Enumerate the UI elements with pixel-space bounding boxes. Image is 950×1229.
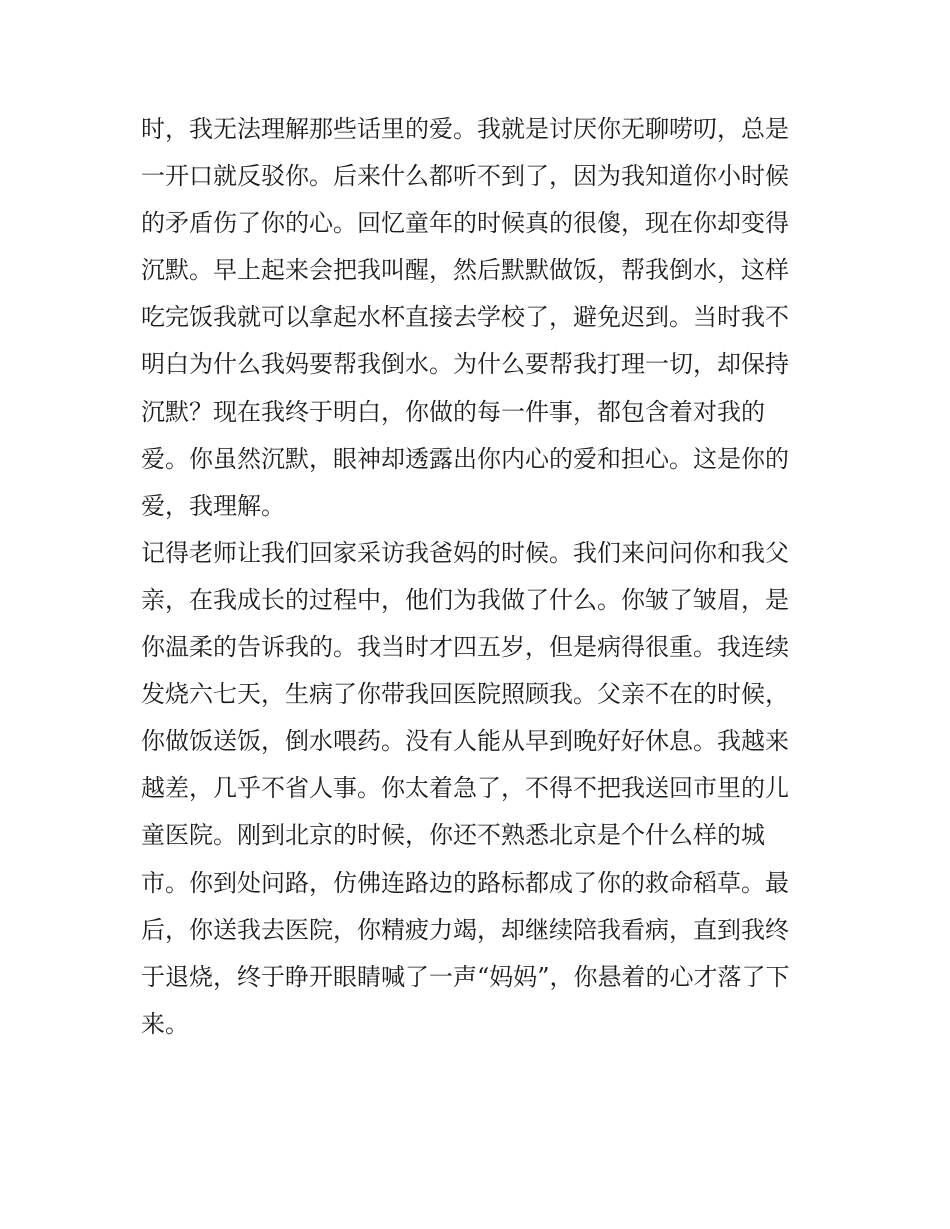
text-line: 记得老师让我们回家采访我爸妈的时候。我们来问问你和我父 — [141, 538, 789, 567]
text-line: 亲，在我成长的过程中，他们为我做了什么。你皱了皱眉，是 — [141, 585, 789, 614]
text-line: 沉默？现在我终于明白，你做的每一件事，都包含着对我的 — [141, 397, 765, 426]
essay-text — [141, 106, 821, 1048]
text-line: 市。你到处问路，仿佛连路边的路标都成了你的救命稻草。最 — [141, 868, 789, 897]
text-line: 时，我无法理解那些话里的爱。我就是讨厌你无聊唠叨，总是 — [141, 115, 789, 143]
text-line: 的矛盾伤了你的心。回忆童年的时候真的很傻，现在你却变得 — [141, 209, 789, 238]
text-line: 发烧六七天，生病了你带我回医院照顾我。父亲不在的时候， — [141, 680, 789, 709]
text-line: 后，你送我去医院，你精疲力竭，却继续陪我看病，直到我终 — [141, 915, 789, 944]
text-line: 明白为什么我妈要帮我倒水。为什么要帮我打理一切，却保持 — [141, 350, 789, 379]
text-line: 吃完饭我就可以拿起水杯直接去学校了，避免迟到。当时我不 — [141, 303, 789, 332]
text-line: 爱，我理解。 — [141, 491, 285, 520]
text-line: 你做饭送饭，倒水喂药。没有人能从早到晚好好休息。我越来 — [141, 727, 789, 756]
text-line: 沉默。早上起来会把我叫醒，然后默默做饭，帮我倒水，这样 — [141, 256, 789, 285]
text-line: 于退烧，终于睁开眼睛喊了一声“妈妈”，你悬着的心才落了下 — [141, 962, 790, 991]
text-line: 你温柔的告诉我的。我当时才四五岁，但是病得很重。我连续 — [141, 633, 789, 662]
text-line: 越差，几乎不省人事。你太着急了，不得不把我送回市里的儿 — [141, 774, 789, 803]
text-line: 爱。你虽然沉默，眼神却透露出你内心的爱和担心。这是你的 — [141, 444, 789, 473]
text-line: 一开口就反驳你。后来什么都听不到了，因为我知道你小时候 — [141, 162, 789, 191]
text-line: 来。 — [141, 1009, 189, 1038]
text-line: 童医院。刚到北京的时候，你还不熟悉北京是个什么样的城 — [141, 821, 765, 850]
